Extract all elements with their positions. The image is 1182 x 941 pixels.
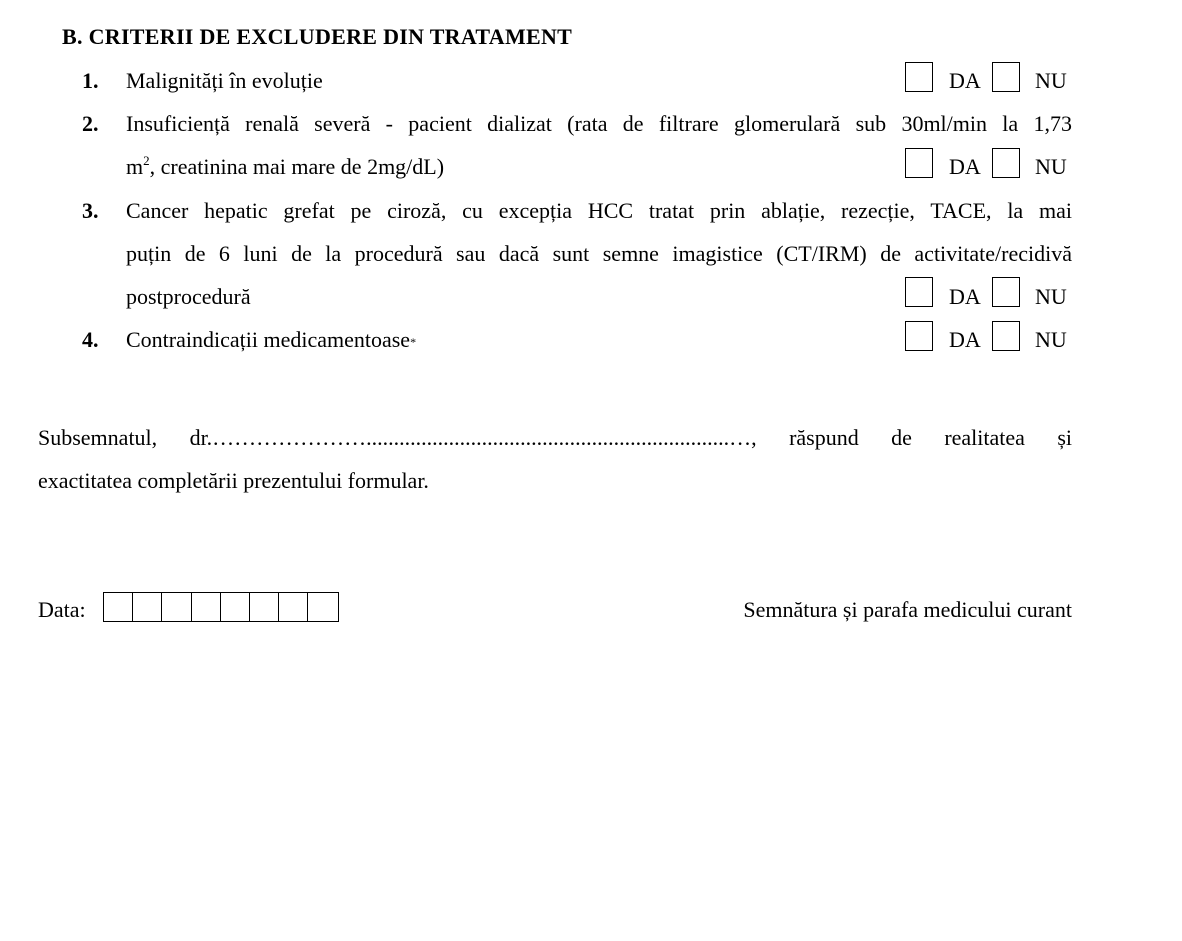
criterion-1-da-checkbox[interactable] — [905, 62, 933, 92]
criterion-2-da-checkbox[interactable] — [905, 148, 933, 178]
criterion-1-da-label: DA — [949, 68, 981, 93]
date-label: Data: — [38, 597, 86, 622]
criterion-1-number: 1. — [82, 68, 99, 93]
date-digit-box[interactable] — [192, 593, 221, 621]
declaration-line-2: exactitatea completării prezentului formular. — [38, 468, 429, 493]
criterion-3-line-3: postprocedură — [126, 284, 251, 309]
criterion-2-nu-checkbox[interactable] — [992, 148, 1020, 178]
criterion-4-number: 4. — [82, 327, 99, 352]
declaration-line-1: Subsemnatul, dr.…………………..................................................................…, răspund de realitatea și — [38, 425, 1072, 450]
criterion-4-nu-label: NU — [1035, 327, 1067, 352]
signature-label: Semnătura și parafa medicului curant — [743, 597, 1072, 622]
criterion-1-text: Malignități în evoluție — [126, 68, 323, 93]
criterion-3-line-1: Cancer hepatic grefat pe ciroză, cu excepția HCC tratat prin ablație, rezecție, TACE, la mai — [126, 198, 1072, 223]
criterion-2-number: 2. — [82, 111, 99, 136]
criterion-3-nu-checkbox[interactable] — [992, 277, 1020, 307]
criterion-2-line-2: $m^2$, creatinina mai mare de 2mg/dL) — [126, 153, 445, 179]
criterion-1-nu-label: NU — [1035, 68, 1067, 93]
date-digit-box[interactable] — [250, 593, 279, 621]
footnote-asterisk: * — [410, 335, 417, 349]
criterion-3-line-2: puțin de 6 luni de la procedură sau dacă sunt semne imagistice (CT/IRM) de activitate/recidivă — [126, 241, 1072, 266]
criterion-1-nu-checkbox[interactable] — [992, 62, 1020, 92]
criterion-2-line-1: Insuficiență renală severă - pacient dializat (rata de filtrare glomerulară sub 30ml/min la 1,73 — [126, 111, 1072, 136]
criterion-4-da-label: DA — [949, 327, 981, 352]
criterion-3-number: 3. — [82, 198, 99, 223]
criterion-3-da-checkbox[interactable] — [905, 277, 933, 307]
date-digit-box[interactable] — [308, 593, 337, 621]
date-digit-box[interactable] — [162, 593, 191, 621]
criterion-4-text: Contraindicații medicamentoase* — [126, 327, 417, 352]
date-digit-box[interactable] — [133, 593, 162, 621]
date-digit-box[interactable] — [279, 593, 308, 621]
criterion-3-nu-label: NU — [1035, 284, 1067, 309]
criterion-2-nu-label: NU — [1035, 154, 1067, 179]
criterion-2-da-label: DA — [949, 154, 981, 179]
date-digit-box[interactable] — [104, 593, 133, 621]
date-digit-box[interactable] — [221, 593, 250, 621]
criterion-4-da-checkbox[interactable] — [905, 321, 933, 351]
date-input-boxes[interactable] — [103, 592, 339, 622]
section-title: B. CRITERII DE EXCLUDERE DIN TRATAMENT — [62, 24, 573, 49]
criterion-3-da-label: DA — [949, 284, 981, 309]
criterion-4-nu-checkbox[interactable] — [992, 321, 1020, 351]
